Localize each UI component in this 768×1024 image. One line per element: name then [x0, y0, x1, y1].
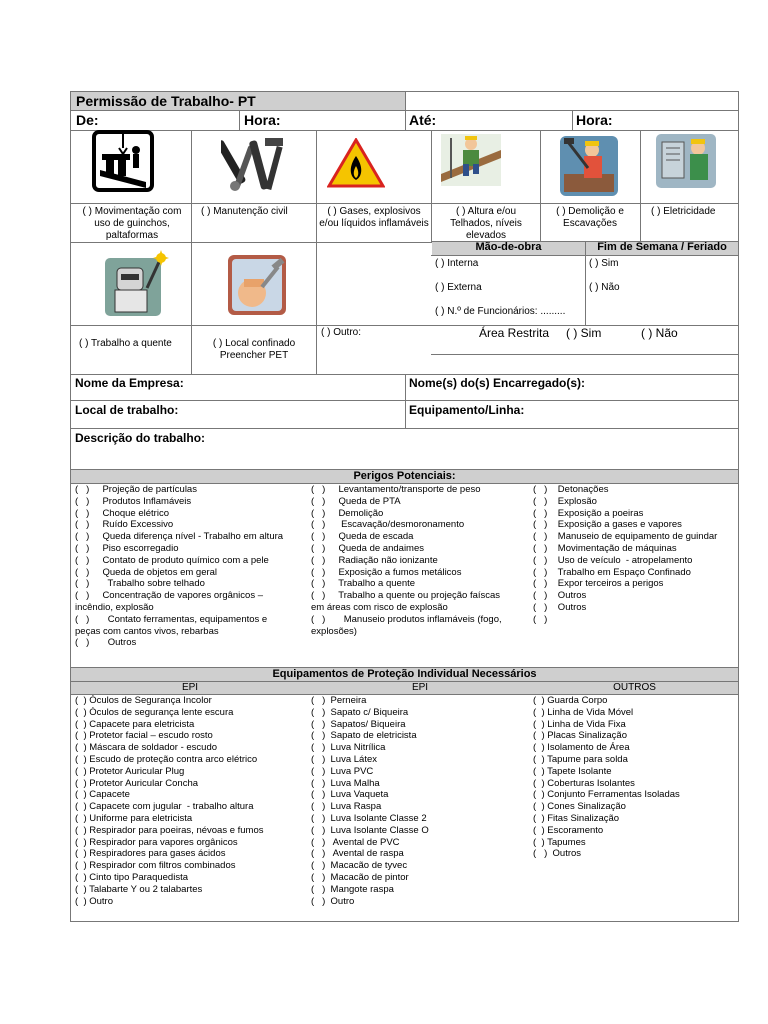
perigo-item[interactable]: ( ) Outros: [533, 601, 587, 613]
perigo-item[interactable]: ( ) Demolição: [311, 507, 384, 519]
epi-item[interactable]: ( ) Capacete com jugular - trabalho altura: [75, 801, 254, 813]
perigo-item[interactable]: ( ) Trabalho a quente: [311, 578, 416, 590]
flammable-hazard-icon: [327, 138, 385, 188]
epi-item[interactable]: ( ) Coberturas Isolantes: [533, 777, 635, 789]
epi-item[interactable]: ( ) Fitas Sinalização: [533, 812, 620, 824]
epi-item[interactable]: ( ) Luva Vaqueta: [311, 789, 389, 801]
perigo-item[interactable]: ( ) Queda diferença nível - Trabalho em altura: [75, 531, 284, 543]
epi-item[interactable]: ( ) Protetor facial – escudo rosto: [75, 730, 213, 742]
work-permit-form: [70, 91, 739, 922]
perigo-item-cont: incêndio, explosão: [75, 601, 154, 613]
epi-item[interactable]: ( ) Máscara de soldador - escudo: [75, 742, 218, 754]
perigo-item[interactable]: ( ) Radiação não ionizante: [311, 554, 438, 566]
fim-de-semana-nao[interactable]: ( ) Não: [589, 282, 620, 293]
perigo-item[interactable]: ( ) Queda de andaimes: [311, 542, 425, 554]
epi-item[interactable]: ( ) Uniforme para eletricista: [75, 812, 193, 824]
work-type-local-confinado[interactable]: ( ) Local confinado Preencher PET: [212, 338, 296, 361]
perigo-item[interactable]: ( ) Choque elétrico: [75, 507, 169, 519]
perigo-item-cont: explosões): [311, 625, 357, 637]
epi-item[interactable]: ( ) Avental de PVC: [311, 836, 400, 848]
demolition-worker-icon: [558, 134, 620, 198]
epi-item[interactable]: ( ) Luva Malha: [311, 777, 380, 789]
perigo-item[interactable]: ( ) Piso escorregadio: [75, 542, 179, 554]
tools-icon: [221, 134, 287, 196]
perigo-item[interactable]: ( ) Outros: [75, 637, 137, 649]
perigo-item[interactable]: ( ) Exposição a poeiras: [533, 507, 644, 519]
epi-item[interactable]: ( ) Linha de Vida Fixa: [533, 718, 626, 730]
epi-item[interactable]: ( ) Óculos de Segurança Incolor: [75, 695, 212, 706]
epi-col-1: [75, 695, 309, 907]
epi-item[interactable]: ( ) Perneira: [311, 695, 367, 706]
epi-item[interactable]: ( ) Luva Raspa: [311, 801, 382, 813]
epi-item[interactable]: ( ) Protetor Auricular Concha: [75, 777, 199, 789]
perigo-item[interactable]: ( ) Queda de PTA: [311, 495, 401, 507]
epi-item[interactable]: ( ) Luva PVC: [311, 765, 374, 777]
work-type-movimentacao[interactable]: ( ) Movimentação com uso de guinchos, paltaformas: [82, 206, 182, 241]
perigo-item[interactable]: ( ) Trabalho a quente ou projeção faíscas: [311, 590, 501, 602]
perigo-item[interactable]: ( ) Queda de objetos em geral: [75, 566, 218, 578]
local-trabalho-label: Local de trabalho:: [75, 403, 179, 417]
epi-item[interactable]: ( ) Macacão de pintor: [311, 871, 409, 883]
epi-item[interactable]: ( ) Sapato c/ Biqueira: [311, 706, 409, 718]
epi-item[interactable]: ( ) Respirador com filtros combinados: [75, 860, 236, 872]
numero-funcionarios[interactable]: ( ) N.º de Funcionários: .........: [435, 306, 566, 317]
epi-item[interactable]: ( ) Cones Sinalização: [533, 801, 626, 813]
perigo-item-cont: em áreas com risco de explosão: [311, 601, 448, 613]
perigo-item[interactable]: ( ) Produtos Inflamáveis: [75, 495, 192, 507]
work-type-altura[interactable]: ( ) Altura e/ou Telhados, níveis elevados: [450, 206, 522, 241]
epi-item[interactable]: ( ) Sapatos/ Biqueira: [311, 718, 406, 730]
epi-item[interactable]: ( ) Respirador para vapores orgânicos: [75, 836, 238, 848]
epi-item[interactable]: ( ) Avental de raspa: [311, 848, 404, 860]
perigos-col-3: [533, 484, 737, 626]
epi-item[interactable]: ( ) Linha de Vida Móvel: [533, 706, 634, 718]
epi-header: Equipamentos de Proteção Individual Necessários: [272, 668, 537, 680]
epi-item[interactable]: ( ) Isolamento de Área: [533, 742, 630, 754]
epi-item[interactable]: ( ) Guarda Corpo: [533, 695, 608, 706]
roof-worker-icon: [441, 134, 501, 186]
epi-col-3: [533, 695, 737, 860]
perigo-item[interactable]: ( ) Contato ferramentas, equipamentos e: [75, 613, 268, 625]
epi-item[interactable]: ( ) Escoramento: [533, 824, 604, 836]
epi-col-header-1: EPI: [181, 682, 199, 693]
hora-label-end: Hora:: [576, 112, 613, 128]
perigo-item[interactable]: ( ) Contato de produto químico com a pele: [75, 554, 269, 566]
electrician-icon: [654, 132, 718, 190]
epi-item[interactable]: ( ) Outro: [311, 895, 355, 907]
crane-lift-icon: [92, 130, 154, 192]
epi-item[interactable]: ( ) Óculos de segurança lente escura: [75, 706, 234, 718]
perigo-item[interactable]: ( ) Manuseio produtos inflamáveis (fogo,: [311, 613, 502, 625]
work-type-manutencao[interactable]: ( ) Manutenção civil: [201, 206, 288, 217]
epi-item[interactable]: ( ) Protetor Auricular Plug: [75, 765, 185, 777]
epi-item[interactable]: ( ) Cinto tipo Paraquedista: [75, 871, 189, 883]
epi-item[interactable]: ( ) Luva Nitrílica: [311, 742, 386, 754]
epi-item[interactable]: ( ) Tapume para solda: [533, 753, 628, 765]
epi-item[interactable]: ( ) Talabarte Y ou 2 talabartes: [75, 883, 203, 895]
epi-item[interactable]: ( ) Luva Isolante Classe O: [311, 824, 429, 836]
work-type-trabalho-quente[interactable]: ( ) Trabalho a quente: [79, 338, 172, 349]
perigo-item[interactable]: ( ) Trabalho em Espaço Confinado: [533, 566, 691, 578]
mao-de-obra-externa[interactable]: ( ) Externa: [435, 282, 482, 293]
epi-item[interactable]: ( ) Tapumes: [533, 836, 586, 848]
perigo-item[interactable]: ( ) Trabalho sobre telhado: [75, 578, 205, 590]
confined-space-icon: [226, 253, 288, 317]
epi-item[interactable]: ( ) Escudo de proteção contra arco elétrico: [75, 753, 258, 765]
perigo-item[interactable]: ( ) Exposição a gases e vapores: [533, 519, 682, 531]
perigo-item[interactable]: ( ) Ruído Excessivo: [75, 519, 174, 531]
epi-col-header-3: OUTROS: [613, 682, 656, 693]
descricao-trabalho-label: Descrição do trabalho:: [75, 431, 206, 445]
epi-item[interactable]: ( ) Outros: [533, 848, 582, 860]
epi-col-2: [311, 695, 531, 907]
perigo-item[interactable]: ( ) Detonações: [533, 484, 609, 495]
perigo-item[interactable]: ( ) Escavação/desmoronamento: [311, 519, 465, 531]
work-type-demolicao[interactable]: ( ) Demolição e Escavações: [556, 206, 624, 229]
perigo-item[interactable]: ( ) Exposição a fumos metálicos: [311, 566, 462, 578]
perigo-item[interactable]: ( ) Movimentação de máquinas: [533, 542, 677, 554]
epi-item[interactable]: ( ) Respirador para poeiras, névoas e fumos: [75, 824, 264, 836]
epi-item[interactable]: ( ) Outro: [75, 895, 114, 907]
perigos-col-2: [311, 484, 533, 637]
perigo-item[interactable]: ( ): [533, 613, 548, 625]
de-label: De:: [76, 112, 99, 128]
epi-col-header-2: EPI: [411, 682, 429, 693]
epi-item[interactable]: ( ) Capacete para eletricista: [75, 718, 195, 730]
epi-item[interactable]: ( ) Capacete: [75, 789, 130, 801]
welder-icon: [103, 248, 169, 318]
area-restrita-sim[interactable]: ( ) Sim: [566, 326, 602, 340]
perigos-col-1: [75, 484, 311, 649]
work-type-gases[interactable]: ( ) Gases, explosivos e/ou líquidos inflamáveis: [319, 206, 429, 229]
epi-item[interactable]: ( ) Macacão de tyvec: [311, 860, 408, 872]
perigo-item[interactable]: ( ) Manuseio de equipamento de guindar: [533, 531, 718, 543]
work-type-eletricidade[interactable]: ( ) Eletricidade: [651, 206, 716, 217]
epi-item[interactable]: ( ) Conjunto Ferramentas Isoladas: [533, 789, 680, 801]
epi-item[interactable]: ( ) Luva Isolante Classe 2: [311, 812, 427, 824]
perigos-header: Perigos Potenciais:: [353, 470, 456, 482]
perigo-item[interactable]: ( ) Explosão: [533, 495, 597, 507]
epi-item[interactable]: ( ) Mangote raspa: [311, 883, 394, 895]
nome-empresa-label: Nome da Empresa:: [75, 376, 184, 390]
area-restrita-label: Área Restrita: [479, 326, 550, 340]
area-restrita-nao[interactable]: ( ) Não: [641, 326, 678, 340]
epi-item[interactable]: ( ) Tapete Isolante: [533, 765, 612, 777]
fim-de-semana-header: Fim de Semana / Feriado: [597, 241, 727, 253]
mao-de-obra-header: Mão-de-obra: [475, 241, 542, 253]
perigo-item-cont: peças com cantos vivos, rebarbas: [75, 625, 219, 637]
epi-item[interactable]: ( ) Placas Sinalização: [533, 730, 627, 742]
work-type-outro[interactable]: ( ) Outro:: [321, 327, 362, 338]
epi-item[interactable]: ( ) Luva Látex: [311, 753, 378, 765]
epi-item[interactable]: ( ) Sapato de eletricista: [311, 730, 417, 742]
equipamento-linha-label: Equipamento/Linha:: [409, 403, 525, 417]
hora-label-start: Hora:: [244, 112, 281, 128]
fim-de-semana-sim[interactable]: ( ) Sim: [589, 258, 619, 269]
perigo-item[interactable]: ( ) Queda de escada: [311, 531, 414, 543]
perigo-item[interactable]: ( ) Levantamento/transporte de peso: [311, 484, 481, 495]
mao-de-obra-interna[interactable]: ( ) Interna: [435, 258, 479, 269]
perigo-item[interactable]: ( ) Uso de veículo - atropelamento: [533, 554, 693, 566]
perigo-item[interactable]: ( ) Concentração de vapores orgânicos –: [75, 590, 263, 602]
epi-item[interactable]: ( ) Respiradores para gases ácidos: [75, 848, 226, 860]
perigo-item[interactable]: ( ) Expor terceiros a perigos: [533, 578, 664, 590]
ate-label: Até:: [409, 112, 437, 128]
perigo-item[interactable]: ( ) Projeção de partículas: [75, 484, 197, 495]
encarregado-label: Nome(s) do(s) Encarregado(s):: [409, 376, 586, 390]
perigo-item[interactable]: ( ) Outros: [533, 590, 587, 602]
form-title: Permissão de Trabalho- PT: [76, 93, 256, 109]
